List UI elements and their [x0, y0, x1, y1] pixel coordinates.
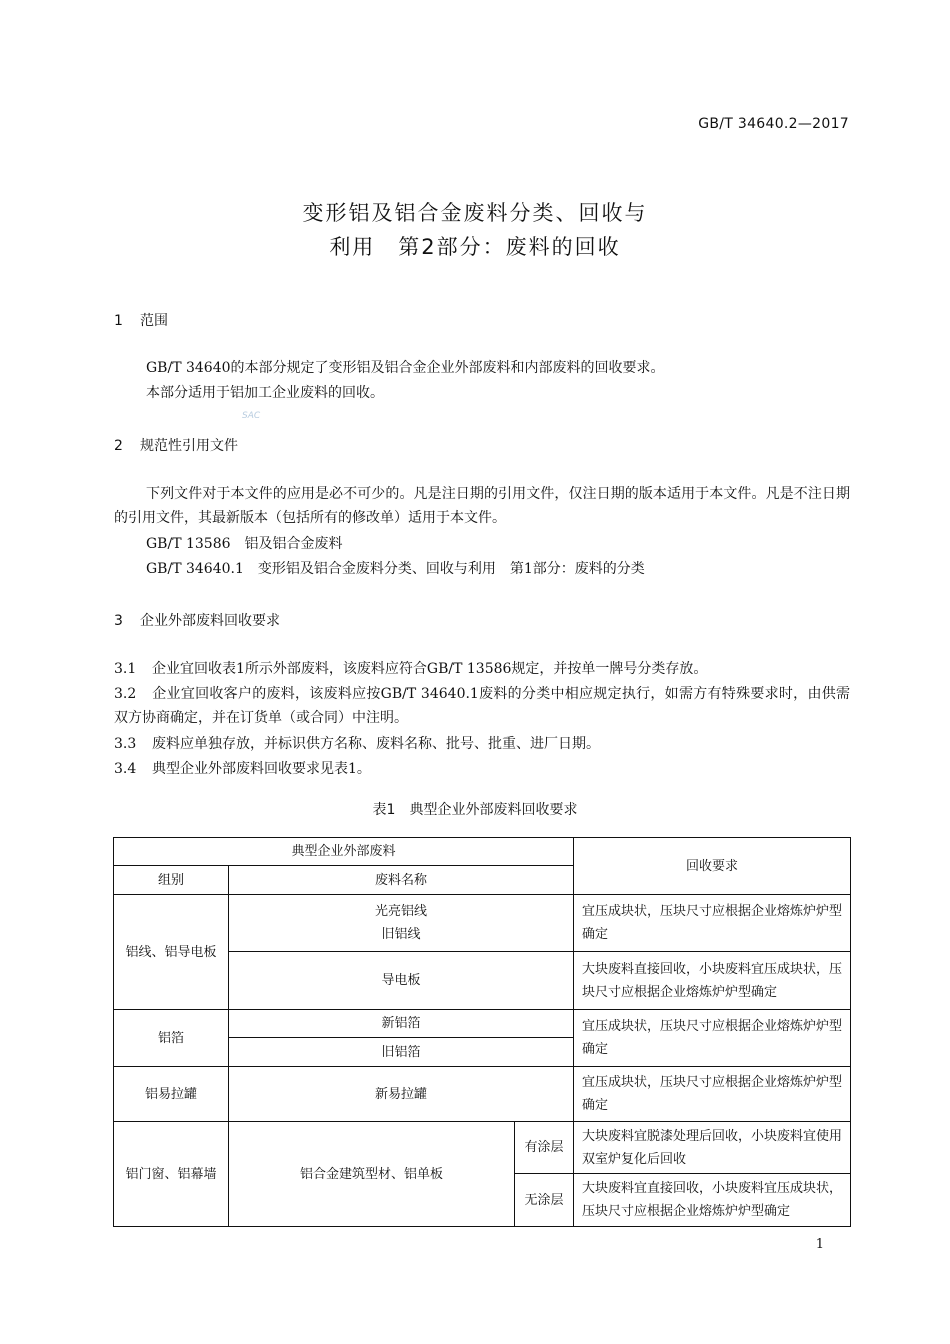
table-cell-scrap-name: 铝合金建筑型材、铝单板 [229, 1122, 515, 1227]
table-cell-requirement: 大块废料宜脱漆处理后回收，小块废料宜使用双室炉复化后回收 [574, 1122, 851, 1174]
table-cell-scrap-name [229, 895, 574, 952]
table-cell-coating-type: 无涂层 [515, 1174, 574, 1227]
table-cell-scrap-name: 新易拉罐 [229, 1067, 574, 1122]
section-number: 1 [114, 313, 123, 329]
table-cell-group: 铝箔 [114, 1010, 229, 1067]
table-cell-group: 铝门窗、铝幕墙 [114, 1122, 229, 1227]
section-heading-external-scrap [114, 610, 280, 630]
table-caption: 表1 典型企业外部废料回收要求 [372, 802, 578, 818]
document-title-line-1: 变形铝及铝合金废料分类、回收与 [302, 201, 648, 225]
section-title: 范围 [140, 313, 168, 329]
section-heading-scope [114, 310, 168, 330]
table-cell-scrap-name: 导电板 [229, 952, 574, 1010]
scrap-recovery-table [113, 837, 851, 1227]
table-header-row [114, 838, 851, 866]
section-heading-references [114, 435, 238, 455]
table-cell-scrap-name: 旧铝箔 [229, 1038, 574, 1067]
table-cell-requirement: 宜压成块状，压块尺寸应根据企业熔炼炉炉型确定 [574, 1067, 851, 1122]
clause-3-3 [114, 732, 850, 756]
header-cell-requirement: 回收要求 [574, 838, 851, 895]
table-row [114, 895, 851, 952]
table-cell-requirement: 宜压成块状，压块尺寸应根据企业熔炼炉炉型确定 [574, 1010, 851, 1067]
table-cell-requirement: 宜压成块状，压块尺寸应根据企业熔炼炉炉型确定 [574, 895, 851, 952]
table-cell-requirement: 大块废料宜直接回收，小块废料宜压成块状，压块尺寸应根据企业熔炼炉炉型确定 [574, 1174, 851, 1227]
header-cell-typical-scrap: 典型企业外部废料 [114, 838, 574, 866]
clause-number: 3.4 [114, 761, 137, 777]
table-cell-group: 铝易拉罐 [114, 1067, 229, 1122]
clause-number: 3.1 [114, 661, 137, 677]
clause-3-1 [114, 657, 850, 681]
header-cell-group: 组别 [114, 866, 229, 895]
scope-paragraph-2: 本部分适用于铝加工企业废料的回收。 [146, 385, 384, 401]
page-number: 1 [815, 1237, 824, 1252]
scope-paragraph-1: GB/T 34640的本部分规定了变形铝及铝合金企业外部废料和内部废料的回收要求。 [146, 360, 665, 376]
clause-text: 企业宜回收表1所示外部废料，该废料应符合GB/T 13586规定，并按单一牌号分类存放。 [152, 661, 708, 677]
scrap-name-line: 光亮铝线 [375, 904, 428, 919]
table-row [114, 1067, 851, 1122]
clause-text: 企业宜回收客户的废料，该废料应按GB/T 34640.1废料的分类中相应规定执行，如需方有特殊要求时，由供需双方协商确定，并在订货单（或合同）中注明。 [114, 686, 850, 726]
standard-number: GB/T 34640.2—2017 [698, 116, 849, 132]
clause-text: 废料应单独存放，并标识供方名称、废料名称、批号、批重、进厂日期。 [152, 736, 600, 752]
section-number: 3 [114, 613, 123, 629]
table-row [114, 1010, 851, 1038]
table-cell-scrap-name: 新铝箔 [229, 1010, 574, 1038]
references-intro-paragraph: 下列文件对于本文件的应用是必不可少的。凡是注日期的引用文件，仅注日期的版本适用于本文件。凡是不注日期的引用文件，其最新版本（包括所有的修改单）适用于本文件。 [114, 486, 850, 526]
table-cell-group: 铝线、铝导电板 [114, 895, 229, 1010]
table-row [114, 1122, 851, 1174]
clause-3-4 [114, 757, 850, 781]
section-title: 规范性引用文件 [140, 438, 238, 454]
document-title-line-2: 利用 第2部分：废料的回收 [329, 235, 621, 259]
scrap-name-line: 旧铝线 [381, 927, 421, 942]
table-cell-requirement: 大块废料直接回收，小块废料宜压成块状，压块尺寸应根据企业熔炼炉炉型确定 [574, 952, 851, 1010]
reference-item-1: GB/T 13586 铝及铝合金废料 [146, 536, 343, 552]
clause-3-2 [114, 682, 850, 730]
clause-text: 典型企业外部废料回收要求见表1。 [152, 761, 371, 777]
section-title: 企业外部废料回收要求 [140, 613, 280, 629]
section-number: 2 [114, 438, 123, 454]
header-cell-scrap-name: 废料名称 [229, 866, 574, 895]
reference-item-2: GB/T 34640.1 变形铝及铝合金废料分类、回收与利用 第1部分：废料的分类 [146, 561, 645, 577]
clause-number: 3.2 [114, 686, 137, 702]
table-cell-coating-type: 有涂层 [515, 1122, 574, 1174]
clause-number: 3.3 [114, 736, 137, 752]
sac-watermark: SAC [242, 411, 261, 421]
